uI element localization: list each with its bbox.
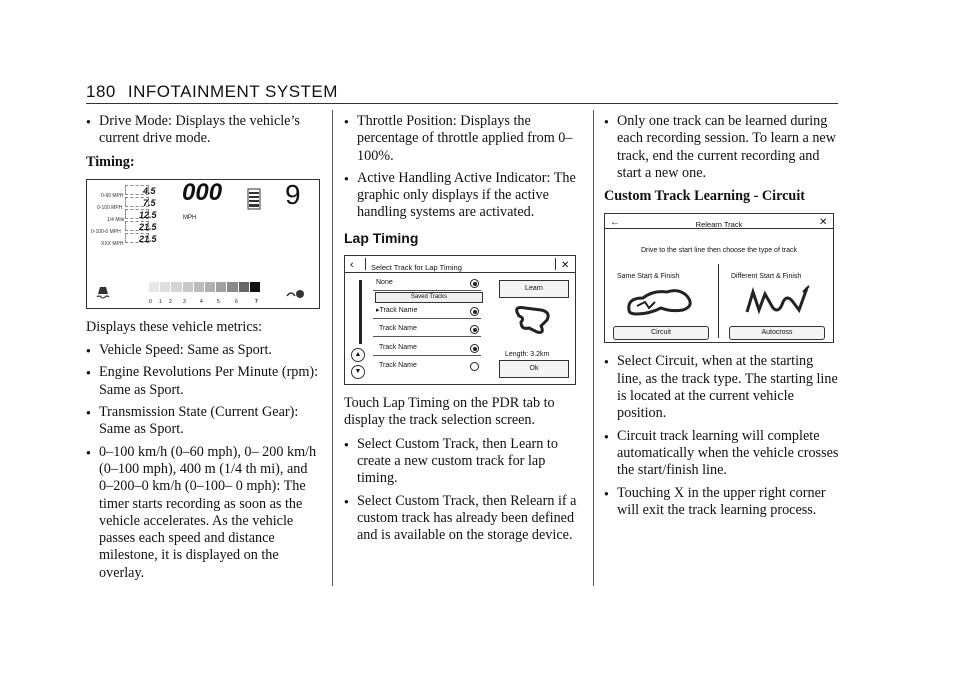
instruction-text: Drive to the start line then choose the type of track (640, 247, 798, 255)
column-3 (604, 110, 840, 524)
screen-title: Relearn Track (695, 220, 743, 230)
rpm-tick: 7 (255, 298, 258, 305)
list-item: ● Touching X in the upper right corner will exit the track learning process. (604, 485, 840, 520)
timing-row-label: 0-100-0 MPH (91, 228, 121, 235)
back-arrow-icon[interactable]: ← (610, 217, 620, 229)
timing-figure (86, 179, 320, 309)
track-length: Length: 3.2km (505, 351, 550, 359)
page-number: 180 (86, 82, 116, 101)
radio-icon (470, 307, 479, 316)
track-option[interactable]: Track Name (373, 359, 481, 373)
rpm-tick: 3 (183, 298, 186, 305)
rpm-tick: 4 (200, 298, 203, 305)
gear-indicator: 9 (285, 178, 301, 210)
timing-row-label: 1/4 Mile (107, 216, 125, 223)
timing-label: Timing: (86, 153, 135, 170)
column-divider (593, 110, 594, 586)
speed-readout: 000 (182, 178, 223, 206)
rpm-tick: 2 (169, 298, 172, 305)
rpm-tick: 1 (159, 298, 162, 305)
column-1 (86, 110, 322, 587)
list-item: ● Circuit track learning will complete automatically when the vehicle crosses the start/finish line. (604, 428, 840, 480)
track-option[interactable]: None (373, 276, 481, 291)
radio-icon (470, 325, 479, 334)
throttle-icon (247, 188, 261, 210)
section-heading: Lap Timing (344, 229, 419, 246)
screen-title: Select Track for Lap Timing (371, 263, 462, 273)
timing-value: 12.5 (139, 209, 157, 220)
option-label: Different Start & Finish (731, 273, 802, 281)
timing-value: 4.5 (143, 185, 156, 196)
list-item: ● 0–100 km/h (0–60 mph), 0– 200 km/h (0–100 mph), 400 m (1/4 th mi), and 0–200–0 km/h (0–100– 0 mph): The timer starts recording as soon as the vehicle accelerates. As the vehicle passes each speed and distance milestone, it is displayed on the overlay. (86, 444, 322, 582)
rpm-bar (149, 282, 261, 292)
relearn-figure (604, 213, 834, 343)
circuit-track-icon (623, 284, 703, 318)
option-label: Same Start & Finish (617, 273, 680, 281)
learn-button[interactable]: Learn (499, 280, 569, 298)
rpm-tick: 5 (217, 298, 220, 305)
track-map-icon (511, 304, 555, 336)
list-item: ● Engine Revolutions Per Minute (rpm): Same as Sport. (86, 364, 322, 399)
circuit-button[interactable]: Circuit (613, 326, 709, 340)
radio-icon (470, 279, 479, 288)
scrollbar[interactable] (359, 280, 362, 344)
list-item: ● Only one track can be learned during each recording session. To learn a new track, end the current recording and start a new one. (604, 113, 840, 182)
list-item: ● Select Custom Track, then Relearn if a custom track has already been defined and is available on the storage device. (344, 493, 584, 545)
track-option[interactable]: Track Name (373, 322, 481, 337)
column-divider (332, 110, 333, 586)
scroll-up-icon[interactable]: ▲ (351, 348, 365, 362)
drive-mode-icon (285, 288, 307, 300)
timing-value: 21.5 (139, 233, 157, 244)
radio-icon (470, 362, 479, 371)
list-item: ● Select Custom Track, then Learn to create a new custom track for lap timing. (344, 436, 584, 488)
list-item: ● Active Handling Active Indicator: The graphic only displays if the active handling systems are activated. (344, 170, 584, 222)
metrics-intro: Displays these vehicle metrics: (86, 318, 263, 335)
list-item: ● Transmission State (Current Gear): Same as Sport. (86, 404, 322, 439)
close-icon[interactable]: ✕ (819, 217, 828, 229)
paragraph: Touch Lap Timing on the PDR tab to display the track selection screen. (344, 395, 555, 429)
rpm-tick: 0 (149, 298, 152, 305)
timing-row-label: 0-100 MPH (97, 204, 123, 211)
timing-row-label: XXX MPH (101, 240, 124, 247)
speed-unit: MPH (183, 214, 197, 221)
track-option[interactable]: ▸Track Name (373, 304, 481, 319)
scroll-down-icon[interactable]: ▼ (351, 365, 365, 379)
ok-button[interactable]: Ok (499, 360, 569, 378)
list-item: ● Throttle Position: Displays the percentage of throttle applied from 0–100%. (344, 113, 584, 165)
list-item: ● Select Circuit, when at the starting line, as the track type. The starting line is located at the current vehicle position. (604, 353, 840, 422)
autocross-button[interactable]: Autocross (729, 326, 825, 340)
autocross-track-icon (743, 284, 813, 318)
traction-icon (95, 284, 111, 300)
back-icon[interactable]: ‹ (350, 259, 354, 272)
timing-value: 7.5 (143, 197, 156, 208)
timing-row-label: 0-60 MPH (101, 192, 124, 199)
timing-value: 21.5 (139, 221, 157, 232)
close-icon[interactable]: ✕ (561, 260, 570, 272)
page-header (86, 82, 350, 102)
track-option[interactable]: Track Name (373, 341, 481, 356)
section-title: INFOTAINMENT SYSTEM (127, 82, 338, 101)
list-item: ● Vehicle Speed: Same as Sport. (86, 342, 322, 359)
section-heading: Custom Track Learning - Circuit (604, 188, 805, 205)
header-rule (86, 103, 838, 104)
lap-timing-figure (344, 255, 576, 385)
rpm-tick: 6 (235, 298, 238, 305)
column-2 (344, 110, 584, 549)
radio-icon (470, 344, 479, 353)
saved-tracks-label: Saved Tracks (375, 292, 483, 303)
list-item: ● Drive Mode: Displays the vehicle’s current drive mode. (86, 113, 322, 148)
